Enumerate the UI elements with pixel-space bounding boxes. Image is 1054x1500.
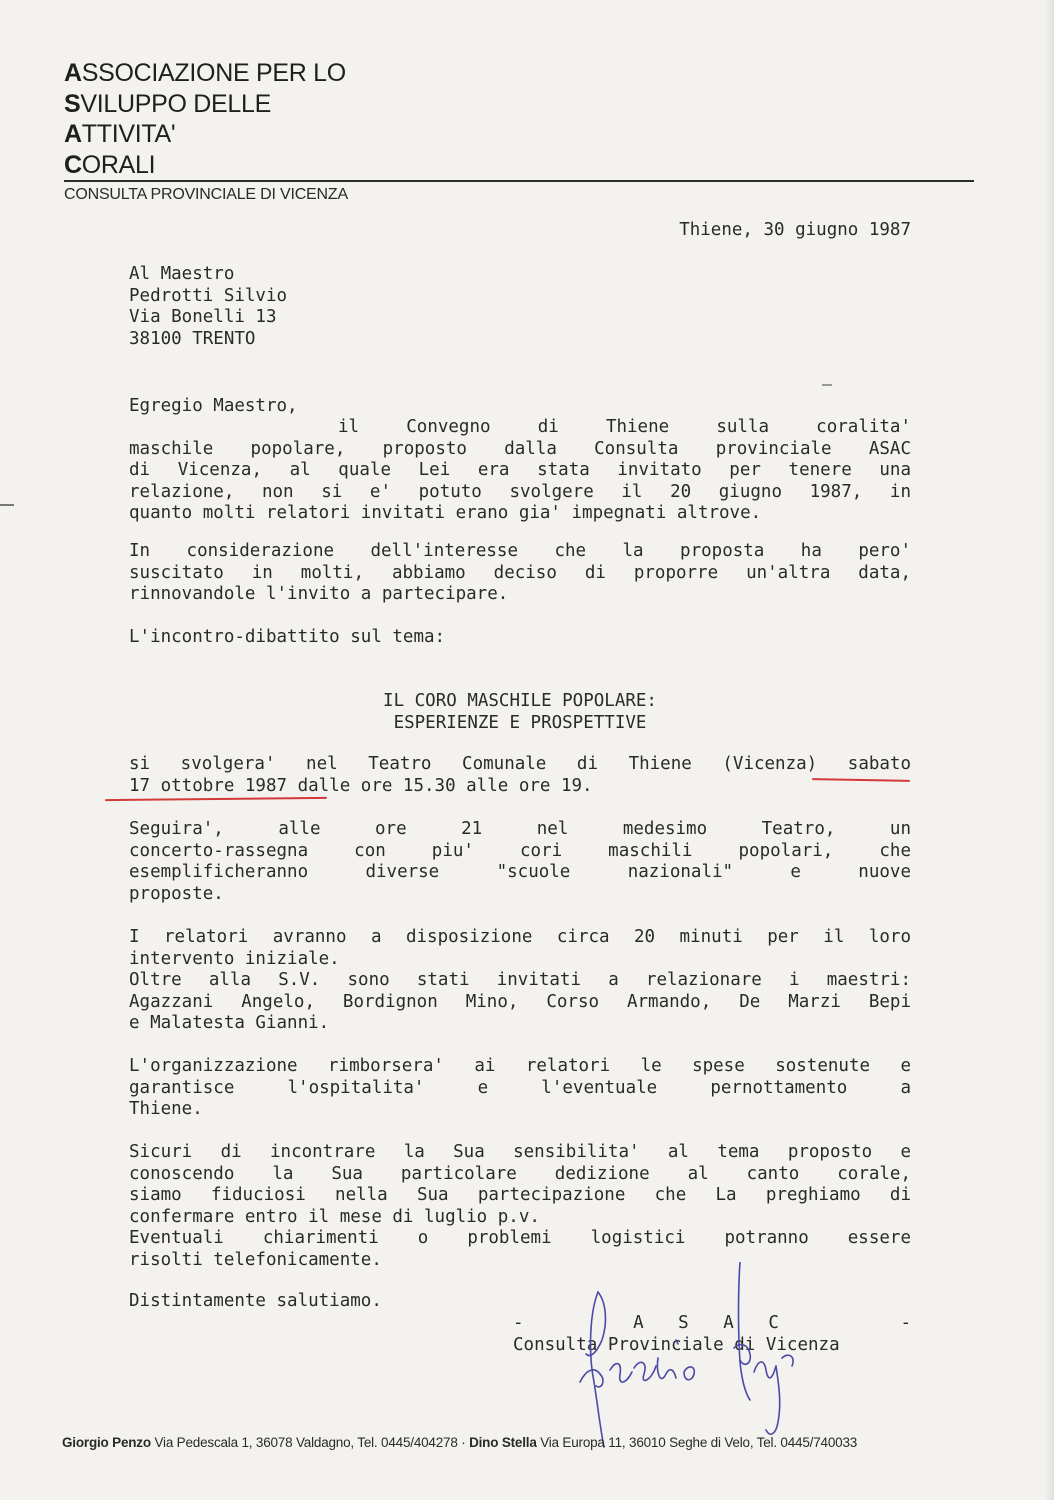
letterhead	[64, 58, 346, 180]
greeting: Egregio Maestro,	[129, 396, 298, 416]
letter-date: Thiene, 30 giugno 1987	[679, 220, 911, 240]
text-line: confermare entro il mese di luglio p.v.	[129, 1206, 540, 1227]
text-line: esemplificheranno diverse "scuole nazionali" e nuove	[129, 862, 911, 882]
paragraph-5	[129, 927, 911, 1035]
text-line: I relatori avranno a disposizione circa 20 minuti per il loro	[129, 927, 911, 947]
contact-name: Dino Stella	[469, 1435, 537, 1450]
text-line: Oltre alla S.V. sono stati invitati a relazionare i maestri:	[129, 970, 911, 990]
title-line: ESPERIENZE E PROSPETTIVE	[393, 712, 647, 733]
dash-left: -	[513, 1313, 524, 1333]
text-line: quanto molti relatori invitati erano gia' impegnati altrove.	[129, 503, 762, 523]
paragraph-6	[129, 1056, 911, 1121]
paragraph-3	[129, 754, 911, 797]
text-line: intervento iniziale.	[129, 948, 340, 969]
letterhead-line: ASSOCIAZIONE PER LO	[64, 59, 346, 87]
paragraph-2	[129, 541, 911, 606]
text-line: garantisce l'ospitalita' e l'eventuale pernottamento a	[129, 1077, 911, 1098]
text-line: 17 ottobre 1987 dalle ore 15.30 alle ore 19.	[129, 775, 593, 796]
handwritten-signature	[560, 1262, 810, 1452]
address-line: Al Maestro	[129, 264, 235, 284]
contact-address: Via Europa 11, 36010 Seghe di Velo, Tel. 0445/740033	[536, 1435, 858, 1450]
text-line: Agazzani Angelo, Bordignon Mino, Corso Armando, De Marzi Bepi	[129, 991, 911, 1012]
text-line: concerto-rassegna con piu' cori maschili popolari, che	[129, 840, 911, 861]
page-edge-shadow	[1044, 0, 1054, 1500]
text-line: relazione, non si e' potuto svolgere il 20 giugno 1987, in	[129, 481, 911, 502]
punch-mark	[0, 504, 14, 506]
address-line: 38100 TRENTO	[129, 328, 256, 349]
text-line: rinnovandole l'invito a partecipare.	[129, 584, 509, 604]
contact-name: Giorgio Penzo	[62, 1435, 151, 1450]
text-line: siamo fiduciosi nella Sua partecipazione che La preghiamo di	[129, 1185, 911, 1205]
topic-intro: L'incontro-dibattito sul tema:	[129, 627, 446, 647]
text-line: il Convegno di Thiene sulla coralita'	[338, 417, 911, 437]
contact-address: Via Pedescala 1, 36078 Valdagno, Tel. 0445/404278 ·	[150, 1435, 470, 1450]
paragraph-1	[129, 417, 911, 525]
red-underline-date	[105, 797, 327, 801]
text-line: si svolgera' nel Teatro Comunale di Thiene (Vicenza) sabato	[129, 754, 911, 774]
address-line: Via Bonelli 13	[129, 307, 277, 327]
closing: Distintamente salutiamo.	[129, 1291, 382, 1311]
letterhead-line: SVILUPPO DELLE	[64, 89, 272, 118]
recipient-address	[129, 264, 287, 350]
footer-contacts	[62, 1435, 857, 1450]
text-line: conoscendo la Sua particolare dedizione al canto corale,	[129, 1163, 911, 1184]
asac-letters: A S A C	[633, 1313, 791, 1333]
stray-mark	[822, 384, 832, 386]
text-line: proposte.	[129, 883, 224, 904]
text-line: risolti telefonicamente.	[129, 1249, 382, 1270]
dash-right: -	[900, 1313, 911, 1333]
address-line: Pedrotti Silvio	[129, 285, 288, 306]
event-title	[129, 691, 911, 734]
text-line: di Vicenza, al quale Lei era stata invitato per tenere una	[129, 460, 911, 480]
text-line: Seguira', alle ore 21 nel medesimo Teatro, un	[129, 819, 911, 839]
text-line: e Malatesta Gianni.	[129, 1013, 330, 1033]
letterhead-subtitle: CONSULTA PROVINCIALE DI VICENZA	[64, 186, 348, 203]
consulta-line: Consulta Provinciale di Vicenza	[513, 1334, 840, 1355]
text-line: L'organizzazione rimborsera' ai relatori le spese sostenute e	[129, 1056, 911, 1076]
text-line: Sicuri di incontrare la Sua sensibilita' al tema proposto e	[129, 1142, 911, 1162]
text-line: Eventuali chiarimenti o problemi logistici potranno essere	[129, 1228, 911, 1248]
title-line: IL CORO MASCHILE POPOLARE:	[383, 691, 657, 711]
letterhead-rule	[64, 180, 974, 182]
letterhead-line: ATTIVITA'	[64, 120, 176, 148]
paragraph-7	[129, 1142, 911, 1271]
text-line: In considerazione dell'interesse che la proposta ha pero'	[129, 541, 911, 561]
paragraph-4	[129, 819, 911, 905]
text-line: suscitato in molti, abbiamo deciso di proporre un'altra data,	[129, 562, 911, 583]
letterhead-line: CORALI	[64, 150, 156, 179]
text-line: maschile popolare, proposto dalla Consulta provinciale ASAC	[129, 438, 911, 459]
text-line: Thiene.	[129, 1099, 203, 1119]
